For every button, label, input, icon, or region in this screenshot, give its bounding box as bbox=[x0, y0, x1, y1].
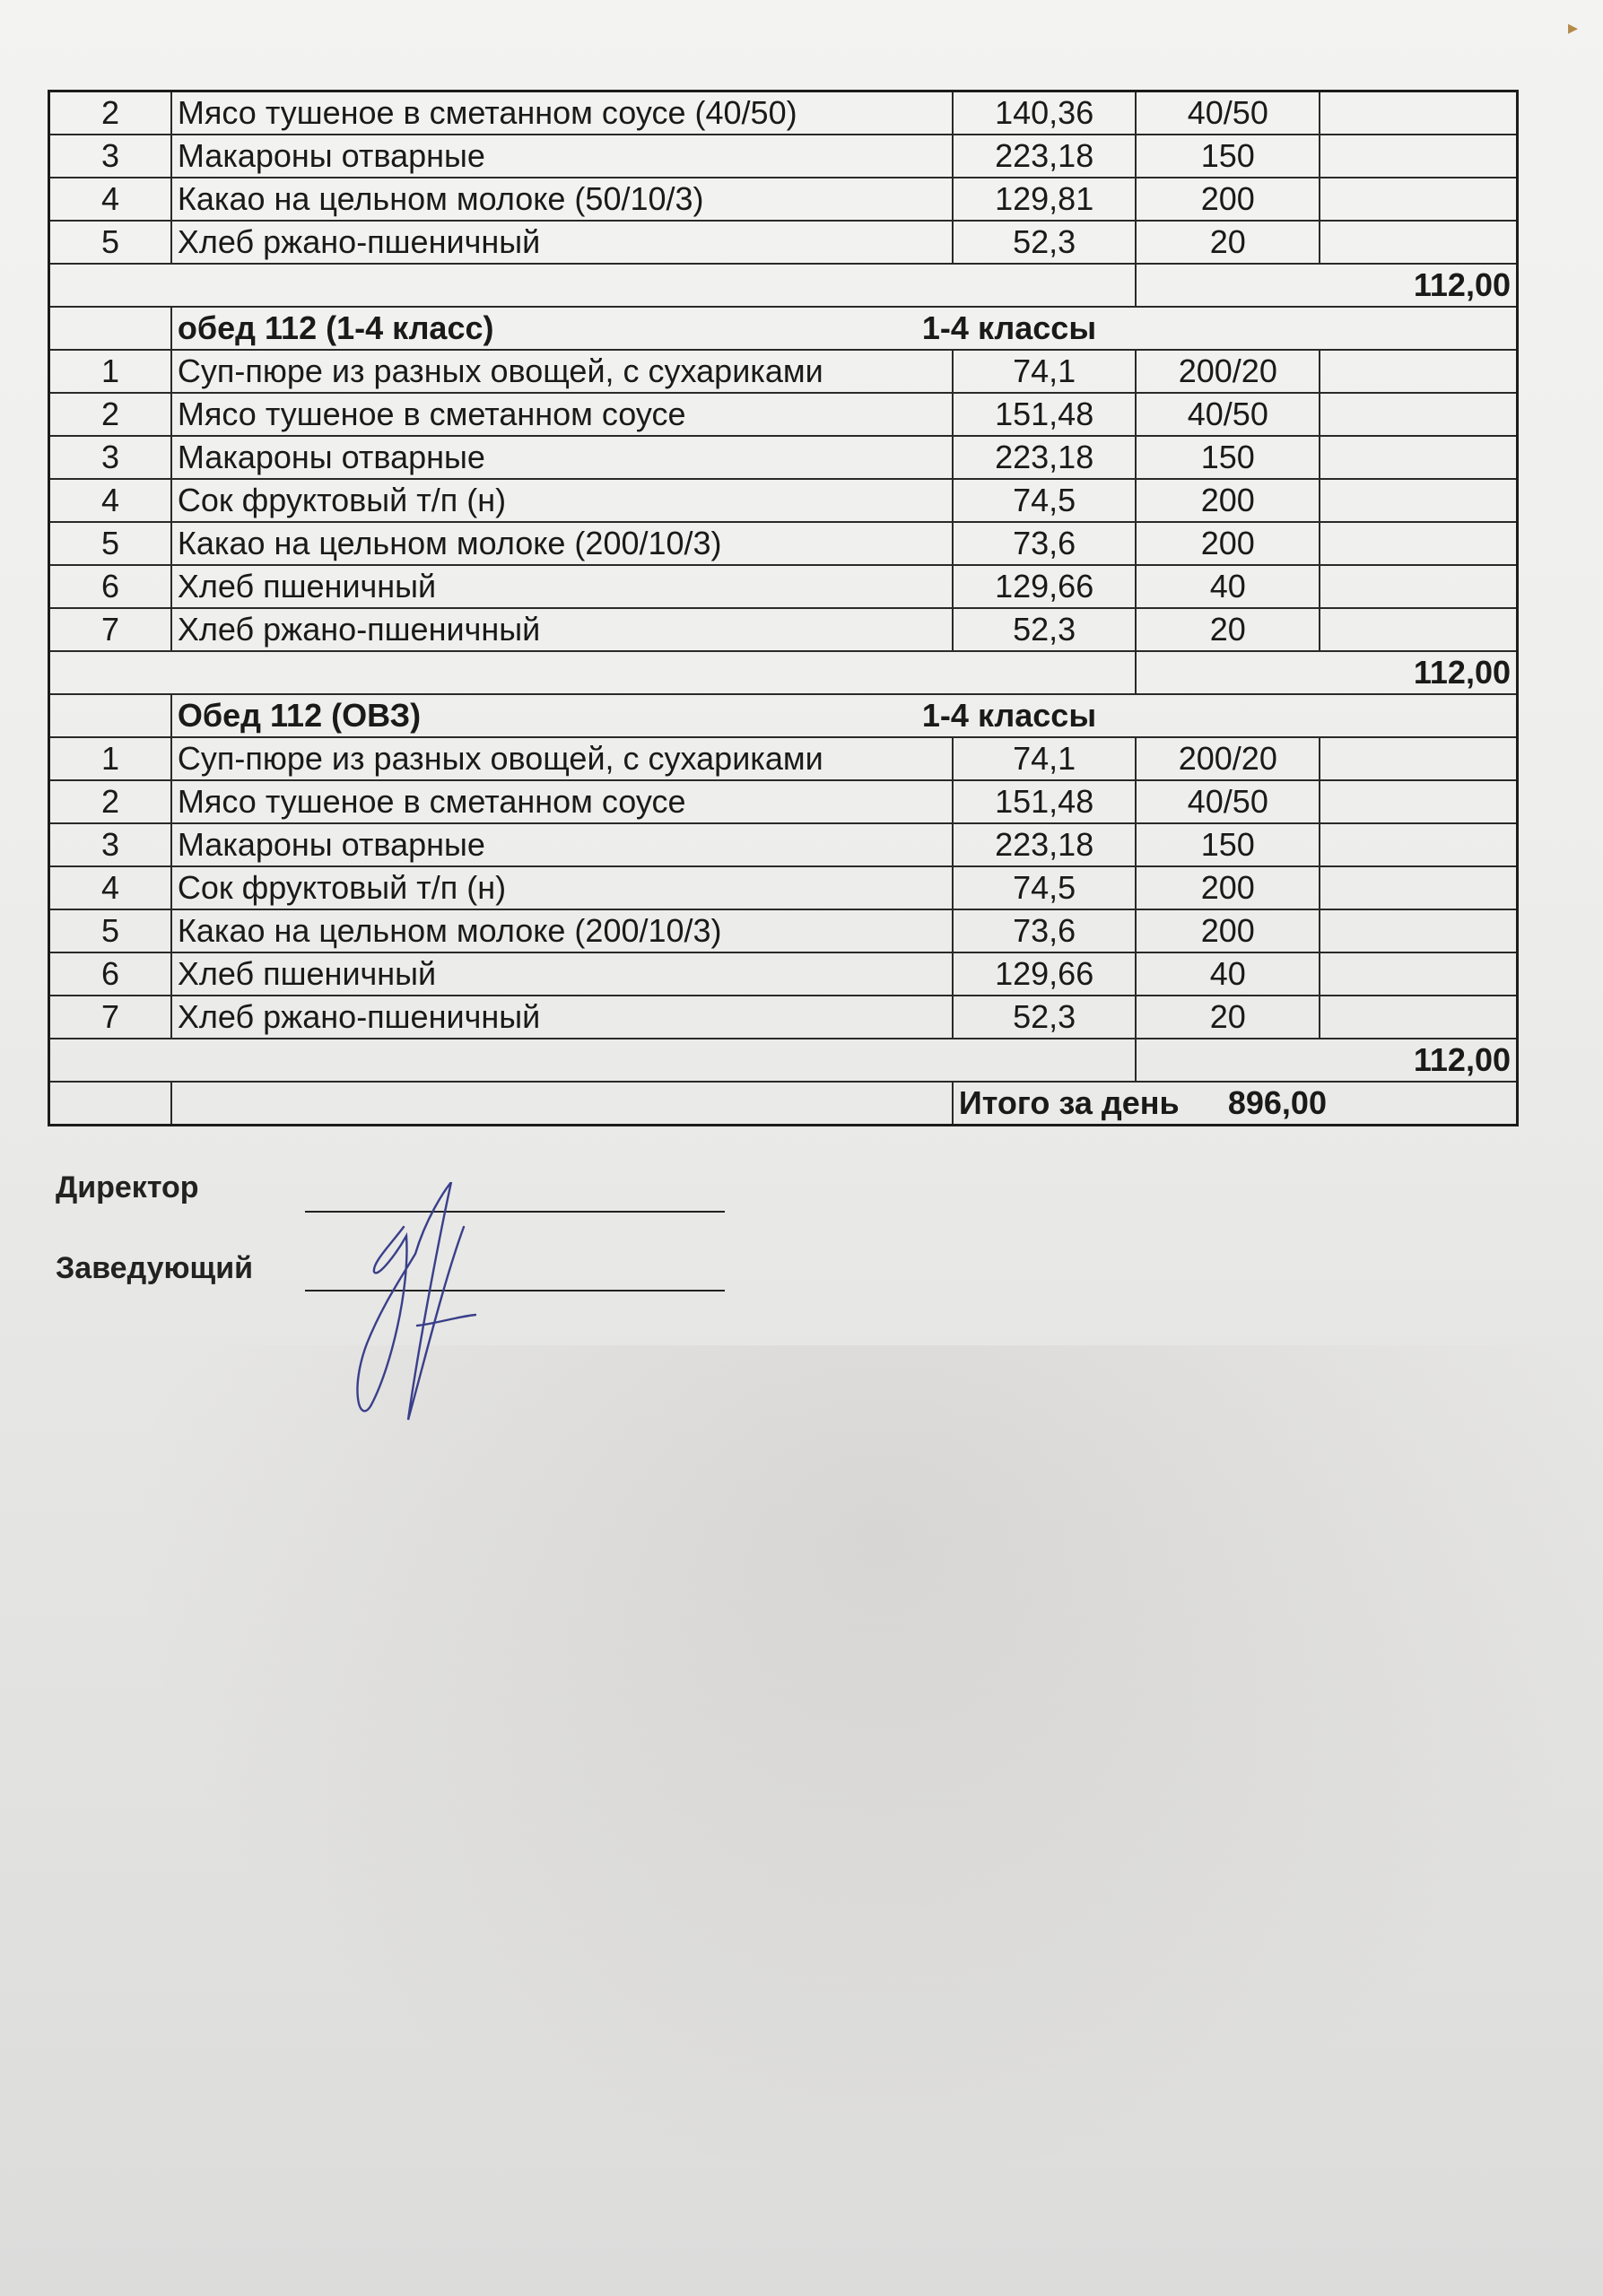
item-portion: 150 bbox=[1136, 135, 1320, 178]
item-number: 1 bbox=[49, 350, 171, 393]
item-portion: 40 bbox=[1136, 565, 1320, 608]
item-price: 74,1 bbox=[953, 737, 1137, 780]
section-header-row bbox=[49, 694, 1518, 737]
director-label: Директор bbox=[56, 1170, 199, 1205]
item-portion: 150 bbox=[1136, 823, 1320, 866]
item-number: 4 bbox=[49, 178, 171, 221]
item-price: 52,3 bbox=[953, 608, 1137, 651]
item-number: 2 bbox=[49, 393, 171, 436]
item-number: 5 bbox=[49, 522, 171, 565]
manager-label: Заведующий bbox=[56, 1251, 254, 1285]
item-price: 151,48 bbox=[953, 780, 1137, 823]
section-header-cell bbox=[171, 694, 1518, 737]
item-empty-cell bbox=[1320, 393, 1517, 436]
subtotal-spacer bbox=[49, 651, 1137, 694]
menu-table-body bbox=[49, 91, 1518, 1126]
item-portion: 20 bbox=[1136, 608, 1320, 651]
menu-item-row bbox=[49, 522, 1518, 565]
subtotal-row bbox=[49, 1039, 1518, 1082]
item-number: 3 bbox=[49, 436, 171, 479]
handwritten-signature bbox=[354, 1182, 480, 1424]
item-portion: 200 bbox=[1136, 909, 1320, 952]
item-portion: 150 bbox=[1136, 436, 1320, 479]
menu-item-row bbox=[49, 436, 1518, 479]
item-empty-cell bbox=[1320, 178, 1517, 221]
item-name: Хлеб пшеничный bbox=[171, 565, 953, 608]
item-number: 1 bbox=[49, 737, 171, 780]
item-name: Мясо тушеное в сметанном соусе (40/50) bbox=[171, 91, 953, 135]
menu-item-row bbox=[49, 221, 1518, 264]
item-number: 6 bbox=[49, 952, 171, 996]
subtotal-row bbox=[49, 651, 1518, 694]
item-name: Хлеб пшеничный bbox=[171, 952, 953, 996]
grand-total-spacer bbox=[171, 1082, 953, 1126]
menu-item-row bbox=[49, 393, 1518, 436]
section-header-spacer bbox=[49, 307, 171, 350]
item-name: Хлеб ржано-пшеничный bbox=[171, 608, 953, 651]
item-price: 129,66 bbox=[953, 565, 1137, 608]
item-price: 129,81 bbox=[953, 178, 1137, 221]
item-name: Сок фруктовый т/п (н) bbox=[171, 479, 953, 522]
item-empty-cell bbox=[1320, 909, 1517, 952]
subtotal-value: 112,00 bbox=[1136, 264, 1517, 307]
item-price: 223,18 bbox=[953, 436, 1137, 479]
item-price: 52,3 bbox=[953, 221, 1137, 264]
item-empty-cell bbox=[1320, 522, 1517, 565]
item-portion: 200 bbox=[1136, 479, 1320, 522]
item-number: 2 bbox=[49, 780, 171, 823]
paper-shadow bbox=[0, 1345, 1603, 2296]
menu-item-row bbox=[49, 780, 1518, 823]
item-number: 3 bbox=[49, 135, 171, 178]
menu-item-row bbox=[49, 737, 1518, 780]
item-name: Мясо тушеное в сметанном соусе bbox=[171, 780, 953, 823]
item-empty-cell bbox=[1320, 135, 1517, 178]
section-grade: 1-4 классы bbox=[921, 309, 1097, 346]
grand-total-value: 896,00 bbox=[1227, 1084, 1327, 1121]
item-name: Сок фруктовый т/п (н) bbox=[171, 866, 953, 909]
item-portion: 40/50 bbox=[1136, 393, 1320, 436]
item-price: 74,1 bbox=[953, 350, 1137, 393]
item-name: Макароны отварные bbox=[171, 436, 953, 479]
item-portion: 200 bbox=[1136, 866, 1320, 909]
subtotal-spacer bbox=[49, 264, 1137, 307]
item-empty-cell bbox=[1320, 479, 1517, 522]
item-empty-cell bbox=[1320, 608, 1517, 651]
item-empty-cell bbox=[1320, 436, 1517, 479]
item-portion: 200 bbox=[1136, 522, 1320, 565]
item-name: Хлеб ржано-пшеничный bbox=[171, 221, 953, 264]
grand-total-cell bbox=[953, 1082, 1518, 1126]
item-empty-cell bbox=[1320, 737, 1517, 780]
item-number: 4 bbox=[49, 866, 171, 909]
item-name: Суп-пюре из разных овощей, с сухариками bbox=[171, 350, 953, 393]
item-portion: 200/20 bbox=[1136, 350, 1320, 393]
menu-item-row bbox=[49, 608, 1518, 651]
item-portion: 40 bbox=[1136, 952, 1320, 996]
item-price: 140,36 bbox=[953, 91, 1137, 135]
item-empty-cell bbox=[1320, 780, 1517, 823]
item-name: Хлеб ржано-пшеничный bbox=[171, 996, 953, 1039]
section-grade: 1-4 классы bbox=[921, 697, 1097, 734]
menu-item-row bbox=[49, 135, 1518, 178]
menu-item-row bbox=[49, 479, 1518, 522]
item-price: 73,6 bbox=[953, 522, 1137, 565]
section-title: обед 112 (1-4 класс) bbox=[177, 309, 494, 346]
item-portion: 40/50 bbox=[1136, 780, 1320, 823]
menu-item-row bbox=[49, 565, 1518, 608]
item-name: Макароны отварные bbox=[171, 135, 953, 178]
item-number: 5 bbox=[49, 909, 171, 952]
item-price: 74,5 bbox=[953, 866, 1137, 909]
menu-item-row bbox=[49, 350, 1518, 393]
item-empty-cell bbox=[1320, 350, 1517, 393]
grand-total-row bbox=[49, 1082, 1518, 1126]
item-price: 151,48 bbox=[953, 393, 1137, 436]
item-number: 5 bbox=[49, 221, 171, 264]
item-empty-cell bbox=[1320, 565, 1517, 608]
menu-item-row bbox=[49, 996, 1518, 1039]
item-portion: 20 bbox=[1136, 221, 1320, 264]
item-name: Мясо тушеное в сметанном соусе bbox=[171, 393, 953, 436]
menu-item-row bbox=[49, 91, 1518, 135]
paper-speck: ▸ bbox=[1568, 16, 1579, 39]
menu-item-row bbox=[49, 866, 1518, 909]
subtotal-spacer bbox=[49, 1039, 1137, 1082]
item-name: Макароны отварные bbox=[171, 823, 953, 866]
item-price: 73,6 bbox=[953, 909, 1137, 952]
item-name: Суп-пюре из разных овощей, с сухариками bbox=[171, 737, 953, 780]
item-name: Какао на цельном молоке (50/10/3) bbox=[171, 178, 953, 221]
item-price: 223,18 bbox=[953, 823, 1137, 866]
item-empty-cell bbox=[1320, 221, 1517, 264]
item-price: 223,18 bbox=[953, 135, 1137, 178]
menu-item-row bbox=[49, 952, 1518, 996]
item-empty-cell bbox=[1320, 996, 1517, 1039]
item-portion: 200 bbox=[1136, 178, 1320, 221]
section-header-cell bbox=[171, 307, 1518, 350]
section-header-spacer bbox=[49, 694, 171, 737]
menu-item-row bbox=[49, 823, 1518, 866]
grand-total-spacer bbox=[49, 1082, 171, 1126]
item-portion: 40/50 bbox=[1136, 91, 1320, 135]
item-name: Какао на цельном молоке (200/10/3) bbox=[171, 909, 953, 952]
item-price: 52,3 bbox=[953, 996, 1137, 1039]
menu-table bbox=[48, 90, 1519, 1126]
item-portion: 20 bbox=[1136, 996, 1320, 1039]
item-number: 7 bbox=[49, 608, 171, 651]
item-empty-cell bbox=[1320, 91, 1517, 135]
section-title: Обед 112 (ОВЗ) bbox=[177, 697, 422, 734]
menu-item-row bbox=[49, 909, 1518, 952]
item-name: Какао на цельном молоке (200/10/3) bbox=[171, 522, 953, 565]
item-price: 74,5 bbox=[953, 479, 1137, 522]
item-number: 2 bbox=[49, 91, 171, 135]
subtotal-value: 112,00 bbox=[1136, 651, 1517, 694]
item-number: 7 bbox=[49, 996, 171, 1039]
item-empty-cell bbox=[1320, 866, 1517, 909]
item-empty-cell bbox=[1320, 823, 1517, 866]
grand-total-label: Итого за день bbox=[958, 1084, 1180, 1121]
item-price: 129,66 bbox=[953, 952, 1137, 996]
subtotal-value: 112,00 bbox=[1136, 1039, 1517, 1082]
menu-item-row bbox=[49, 178, 1518, 221]
subtotal-row bbox=[49, 264, 1518, 307]
item-number: 6 bbox=[49, 565, 171, 608]
item-empty-cell bbox=[1320, 952, 1517, 996]
item-number: 4 bbox=[49, 479, 171, 522]
item-number: 3 bbox=[49, 823, 171, 866]
section-header-row bbox=[49, 307, 1518, 350]
item-portion: 200/20 bbox=[1136, 737, 1320, 780]
